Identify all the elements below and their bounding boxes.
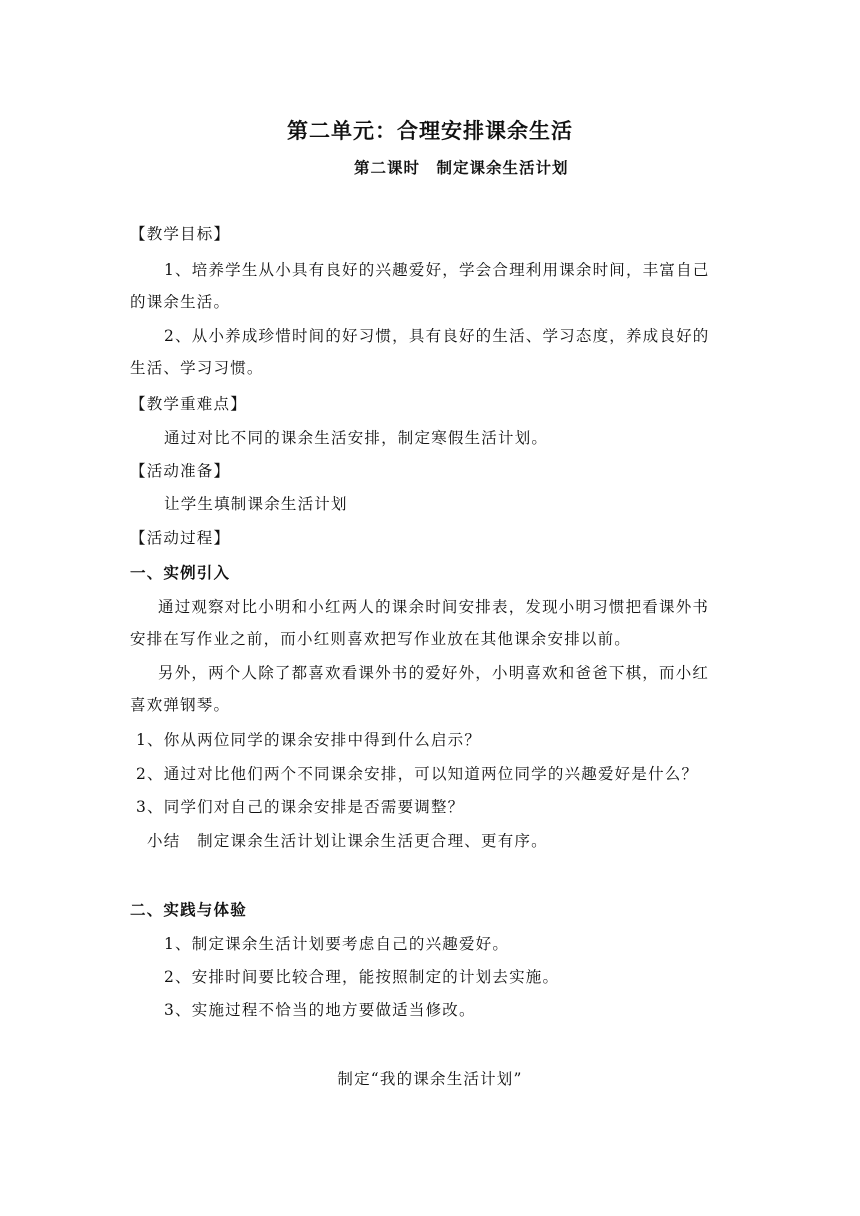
section-1-para-1-line-1: 通过观察对比小明和小红两人的课余时间安排表，发现小明习惯把看课外书	[158, 598, 710, 616]
key-points-heading: 【教学重难点】	[130, 395, 247, 413]
document-subtitle: 第二课时 制定课余生活计划	[354, 159, 569, 177]
objective-1-line-2: 的课余生活。	[130, 293, 231, 311]
document-title: 第二单元：合理安排课余生活	[287, 119, 573, 143]
question-2: 2、通过对比他们两个不同课余安排，可以知道两位同学的兴趣爱好是什么？	[136, 765, 699, 783]
objective-2-line-1: 2、从小养成珍惜时间的好习惯，具有良好的生活、学习态度，养成良好的	[164, 327, 710, 345]
preparation-heading: 【活动准备】	[130, 462, 231, 480]
objectives-heading: 【教学目标】	[130, 225, 231, 243]
section-2-item-2: 2、安排时间要比较合理，能按照制定的计划去实施。	[164, 968, 560, 986]
objective-2-line-2: 生活、学习习惯。	[130, 359, 264, 377]
section-2-heading: 二、实践与体验	[130, 901, 247, 919]
process-heading: 【活动过程】	[130, 529, 231, 547]
section-1-heading: 一、实例引入	[130, 564, 231, 582]
preparation-text: 让学生填制课余生活计划	[164, 495, 348, 513]
section-1-para-1-line-2: 安排在写作业之前，而小红则喜欢把写作业放在其他课余安排以前。	[130, 630, 632, 648]
section-2-item-3: 3、实施过程不恰当的地方要做适当修改。	[164, 1001, 476, 1019]
section-1-para-2-line-1: 另外，两个人除了都喜欢看课外书的爱好外，小明喜欢和爸爸下棋，而小红	[158, 664, 710, 682]
section-2-item-1: 1、制定课余生活计划要考虑自己的兴趣爱好。	[164, 935, 510, 953]
objective-1-line-1: 1、培养学生从小具有良好的兴趣爱好，学会合理利用课余时间，丰富自己	[164, 261, 710, 279]
plan-title: 制定“我的课余生活计划”	[337, 1070, 523, 1088]
question-3: 3、同学们对自己的课余安排是否需要调整？	[136, 798, 465, 816]
key-points-text: 通过对比不同的课余生活安排，制定寒假生活计划。	[164, 429, 549, 447]
question-1: 1、你从两位同学的课余安排中得到什么启示？	[136, 731, 482, 749]
section-1-summary: 小结 制定课余生活计划让课余生活更合理、更有序。	[147, 832, 548, 850]
section-1-para-2-line-2: 喜欢弹钢琴。	[130, 696, 231, 714]
